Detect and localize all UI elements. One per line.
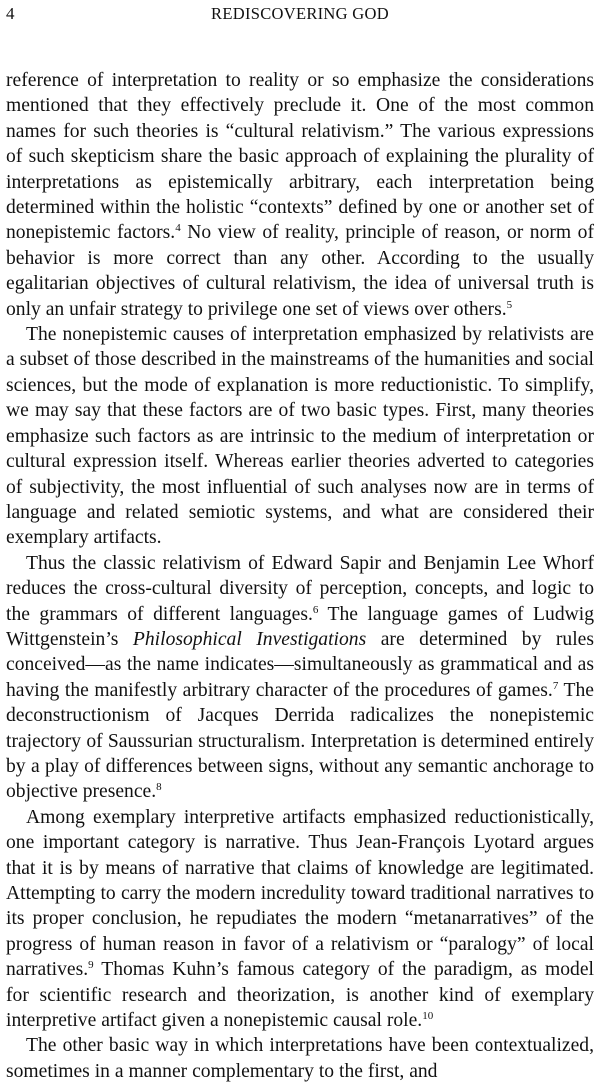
text-run: The language games of Ludwig Wittgenstein’s — [6, 603, 595, 650]
text-run: No view of reality, principle of reason, or norm of behavior is more correct than any other. According to the usually egalitarian objectives of cultural relativism, the idea of universal truth is only an unfair strategy to privilege one set of views over others. — [6, 222, 594, 320]
footnote-marker: 4 — [175, 222, 181, 235]
paragraph — [6, 805, 594, 1034]
body-text — [6, 68, 594, 1084]
text-run: reference of interpretation to reality or so emphasize the considerations mentioned that they effectively preclude it. One of the most common names for such theories is “cultural relativism.” The various expressions of such skepticism share the basic approach of explaining the plurality of interpretations as epistemically arbitrary, each interpretation being determined within the holistic “contexts” defined by one or another set of nonepistemic factors. — [6, 70, 594, 244]
text-run: Thus the classic relativism of Edward Sapir and Benjamin Lee Whorf reduces the cross-cultural diversity of perception, concepts, and logic to the grammars of different languages. — [6, 552, 594, 625]
page-header — [6, 4, 594, 28]
text-run: The nonepistemic causes of interpretation emphasized by relativists are a subset of those described in the mainstreams of the humanities and social sciences, but the mode of explanation is more reductionistic. To simplify, we may say that these factors are of two basic types. First, many theories emphasize such factors as are intrinsic to the medium of interpretation or cultural expression itself. Whereas earlier theories adverted to categories of subjectivity, the most influential of such analyses now are in terms of language and related semiotic systems, and what are considered their exemplary artifacts. — [6, 324, 594, 549]
paragraph — [6, 1033, 594, 1084]
text-run: Thomas Kuhn’s famous category of the paradigm, as model for scientific research and theorization, is another kind of exemplary interpretive artifact given a nonepistemic causal role. — [6, 959, 594, 1032]
paragraph — [6, 551, 594, 805]
paragraph — [6, 68, 594, 322]
footnote-marker: 8 — [156, 781, 162, 794]
text-run: are determined by rules conceived—as the name indicates—simultaneously as grammatical and as having the manifestly arbitrary character of the procedures of games. — [6, 628, 594, 701]
footnote-marker: 9 — [88, 959, 94, 972]
footnote-marker: 6 — [312, 603, 319, 616]
paragraph — [6, 322, 594, 551]
footnote-marker: 7 — [552, 679, 559, 692]
text-run: Among exemplary interpretive artifacts emphasized reductionistically, one important category is narrative. Thus Jean-François Lyotard argues that it is by means of narrative that claims of knowledge are legitimated. Attempting to carry the modern incredulity toward traditional narratives to its proper conclusion, he repudiates the modern “metanarratives” of the progress of human reason in favor of a relativism or “paralogy” of local narratives. — [6, 806, 594, 981]
footnote-marker: 5 — [506, 298, 513, 311]
italic-title: Philosophical Investigations — [132, 628, 367, 650]
page-number: 4 — [6, 4, 15, 23]
text-run: The deconstructionism of Jacques Derrida radicalizes the nonepistemic trajectory of Saussurian structuralism. Interpretation is determined entirely by a play of differences between signs, without any semantic anchorage to objective presence. — [6, 679, 594, 803]
running-head: REDISCOVERING GOD — [211, 4, 389, 23]
text-run: The other basic way in which interpretations have been contextualized, sometimes in a manner complementary to the first, and — [6, 1035, 594, 1082]
footnote-marker: 10 — [422, 1010, 434, 1023]
